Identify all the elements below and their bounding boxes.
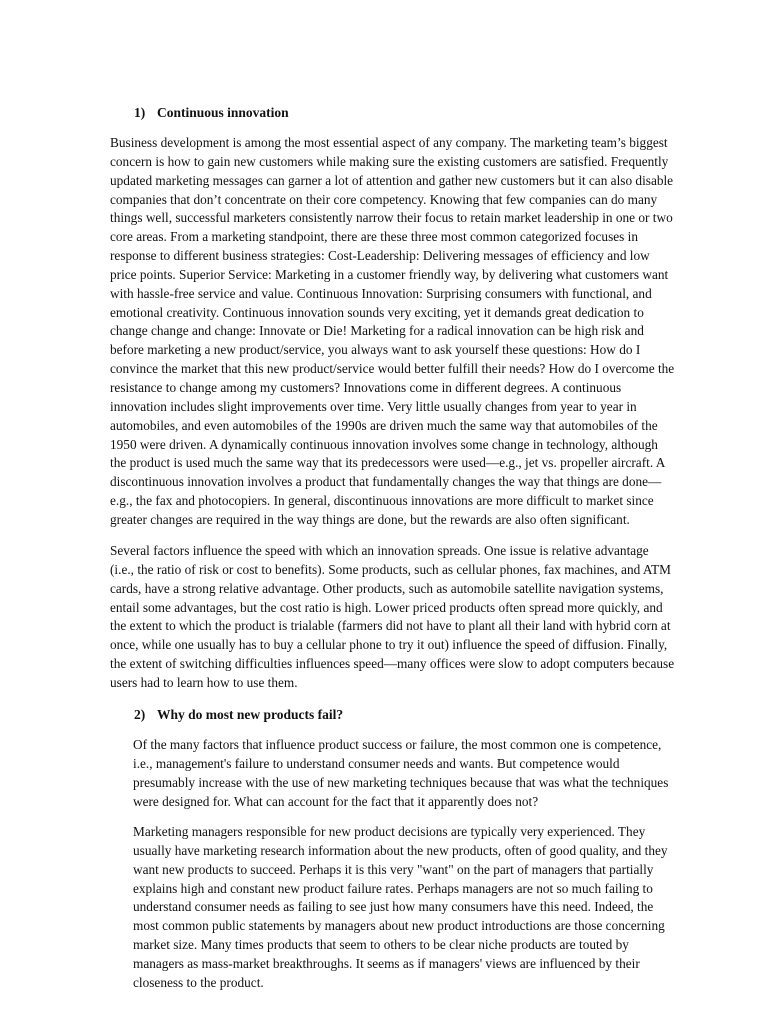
text-line: 1950 were driven. A dynamically continuous innovation involves some change in technology, although [110, 436, 658, 452]
text-line: closeness to the product. [133, 974, 264, 990]
text-line: understand consumer needs as failing to see just how many consumers have this need. Indeed, the [133, 899, 654, 915]
text-line: entail some advantages, but the cost ratio is high. Lower priced products often spread more quickly, and [110, 599, 663, 615]
section-2-paragraph-1 [133, 736, 723, 811]
text-line: companies that don’t concentrate on their core competency. Knowing that few companies can do many [110, 191, 658, 207]
text-line: things well, successful marketers consistently narrow their focus to retain market leadership in one or two [110, 210, 673, 226]
text-line: the extent of switching difficulties influences speed—many offices were slow to adopt computers because [110, 656, 675, 672]
text-line: the product is used much the same way that its predecessors were used—e.g., jet vs. propeller aircraft. A [110, 455, 666, 471]
text-line: change change and change: Innovate or Die! Marketing for a radical innovation can be high risk and [110, 323, 644, 339]
text-line: response to different business strategies: Cost-Leadership: Delivering messages of efficiency and low [110, 248, 650, 264]
text-line: Several factors influence the speed with which an innovation spreads. One issue is relative advantage [110, 543, 649, 558]
text-line: with hassle-free service and value. Continuous Innovation: Surprising consumers with functional, and [110, 285, 652, 301]
text-line: the extent to which the product is trialable (farmers did not have to plant all their land with hybrid corn at [110, 618, 671, 634]
text-line: discontinuous innovation involves a product that fundamentally changes the way that things are done— [110, 474, 662, 490]
text-line: Of the many factors that influence product success or failure, the most common one is competence, [133, 737, 662, 752]
section-2-heading [134, 706, 343, 723]
text-line: updated marketing messages can garner a lot of attention and gather new customers but it can also disable [110, 172, 674, 188]
section-1-paragraph-1 [110, 134, 720, 530]
text-line: resistance to change among my customers? Innovations come in different degrees. A continuous [110, 379, 622, 395]
section-2-paragraph-2 [133, 823, 723, 993]
text-line: explains high and constant new product failure rates. Perhaps managers are not so much failing to [133, 880, 653, 896]
section-1-heading [134, 104, 289, 121]
text-line: users had to learn how to use them. [110, 674, 298, 690]
text-line: were designed for. What can account for the fact that it apparently does not? [133, 793, 539, 809]
section-2-number: 2) [134, 707, 146, 722]
text-line: market size. Many times products that seem to others to be clear niche products are touted by [133, 937, 629, 953]
text-line: before marketing a new product/service, you always want to ask yourself these questions: How do I [110, 342, 641, 358]
text-line: Business development is among the most essential aspect of any company. The marketing team’s biggest [110, 135, 668, 150]
text-line: price points. Superior Service: Marketing in a customer friendly way, by delivering what customers want [110, 266, 669, 282]
section-1-title: Continuous innovation [157, 105, 289, 120]
section-2-title: Why do most new products fail? [157, 707, 344, 722]
text-line: e.g., the fax and photocopiers. In general, discontinuous innovations are more difficult to market since [110, 493, 654, 509]
section-1-paragraph-2 [110, 542, 720, 693]
text-line: innovation includes slight improvements over time. Very little usually changes from year to year in [110, 398, 637, 414]
text-line: i.e., management's failure to understand consumer needs and wants. But competence would [133, 755, 620, 771]
text-line: once, while one usually has to buy a cellular phone to try it out) influence the speed of diffusion. Finally, [110, 637, 668, 653]
text-line: greater changes are required in the way things are done, but the rewards are also often significant. [110, 511, 630, 527]
section-1-number: 1) [134, 105, 146, 120]
text-line: presumably increase with the use of new marketing techniques because that was what the techniques [133, 774, 669, 790]
text-line: usually have marketing research information about the new products, often of good quality, and they [133, 842, 668, 858]
text-line: concern is how to gain new customers while making sure the existing customers are satisfied. Frequently [110, 153, 669, 169]
text-line: automobiles, and even automobiles of the 1990s are driven much the same way that automobiles of the [110, 417, 658, 433]
text-line: convince the market that this new product/service would better fulfill their needs? How do I overcome the [110, 361, 675, 377]
text-line: (i.e., the ratio of risk or cost to benefits). Some products, such as cellular phones, fax machines, and ATM [110, 561, 671, 577]
text-line: Marketing managers responsible for new product decisions are typically very experienced. They [133, 824, 646, 839]
text-line: emotional creativity. Continuous innovation sounds very exciting, yet it demands great dedication to [110, 304, 644, 320]
text-line: want new products to succeed. Perhaps it is this very "want" on the part of managers that partially [133, 861, 654, 877]
text-line: core areas. From a marketing standpoint, there are these three most common categorized focuses in [110, 229, 638, 245]
text-line: cards, have a strong relative advantage. Other products, such as automobile satellite navigation systems, [110, 580, 664, 596]
text-line: managers as mass-market breakthroughs. It seems as if managers' views are influenced by their [133, 955, 640, 971]
text-line: most common public statements by managers about new product introductions are those concerning [133, 918, 665, 934]
